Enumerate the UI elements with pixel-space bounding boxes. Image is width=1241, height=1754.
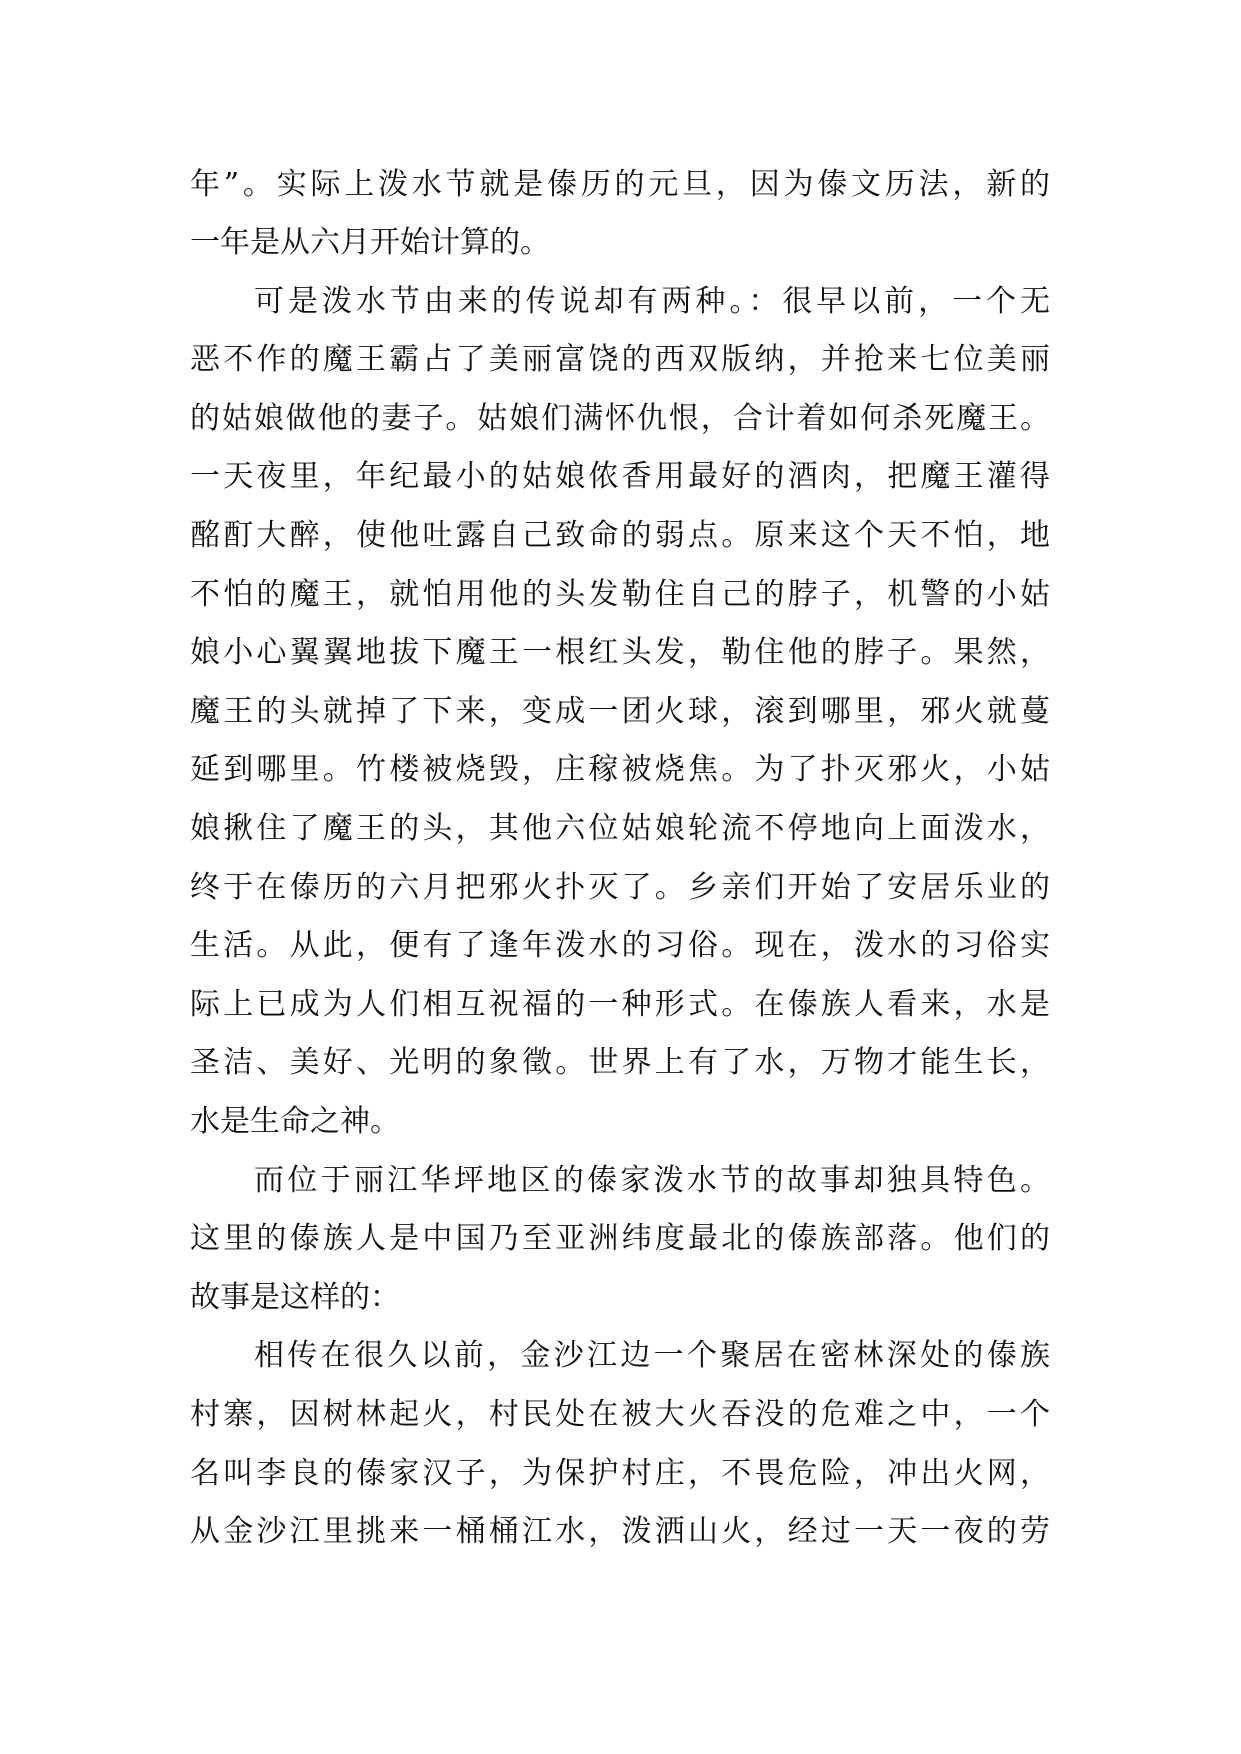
text-line: 生活。从此，便有了逢年泼水的习俗。现在，泼水的习俗实 [190,928,1050,964]
body-text [190,156,1050,1562]
text-line: 一天夜里，年纪最小的姑娘侬香用最好的酒肉，把魔王灌得 [190,459,1050,495]
text-line: 延到哪里。竹楼被烧毁，庄稼被烧焦。为了扑灭邪火，小姑 [190,752,1050,788]
text-line: 一年是从六月开始计算的。 [190,225,550,261]
text-line: 际上已成为人们相互祝福的一种形式。在傣族人看来，水是 [190,986,1050,1022]
text-line: 从金沙江里挑来一桶桶江水，泼洒山火，经过一天一夜的劳 [190,1514,1050,1550]
text-line: 可是泼水节由来的传说却有两种。：很早以前，一个无 [254,283,1050,319]
text-line: 圣洁、美好、光明的象徵。世界上有了水，万物才能生长， [190,1045,1050,1081]
text-line: 水是生命之神。 [190,1104,400,1139]
text-line: 不怕的魔王，就怕用他的头发勒住自己的脖子，机警的小姑 [190,576,1050,612]
text-line: 的姑娘做他的妻子。姑娘们满怀仇恨，合计着如何杀死魔王。 [190,400,1050,436]
text-line: 酩酊大醉，使他吐露自己致命的弱点。原来这个天不怕，地 [190,518,1050,554]
text-line: 这里的傣族人是中国乃至亚洲纬度最北的傣族部落。他们的 [190,1221,1050,1257]
text-line: 魔王的头就掉了下来，变成一团火球，滚到哪里，邪火就蔓 [190,693,1050,729]
text-line: 名叫李良的傣家汉子，为保护村庄，不畏危险，冲出火网， [190,1455,1050,1491]
text-line: 村寨，因树林起火，村民处在被大火吞没的危难之中，一个 [190,1396,1050,1432]
text-line: 终于在傣历的六月把邪火扑灭了。乡亲们开始了安居乐业的 [190,869,1050,905]
text-line: 娘小心翼翼地拔下魔王一根红头发，勒住他的脖子。果然， [190,635,1050,671]
text-line: 年”。实际上泼水节就是傣历的元旦，因为傣文历法，新的 [190,166,1050,202]
text-line: 娘揪住了魔王的头，其他六位姑娘轮流不停地向上面泼水， [190,811,1050,847]
text-line: 而位于丽江华坪地区的傣家泼水节的故事却独具特色。 [254,1162,1050,1198]
text-line: 故事是这样的： [190,1279,400,1315]
text-line: 相传在很久以前，金沙江边一个聚居在密林深处的傣族 [254,1338,1050,1374]
text-line: 恶不作的魔王霸占了美丽富饶的西双版纳，并抢来七位美丽 [190,342,1050,378]
